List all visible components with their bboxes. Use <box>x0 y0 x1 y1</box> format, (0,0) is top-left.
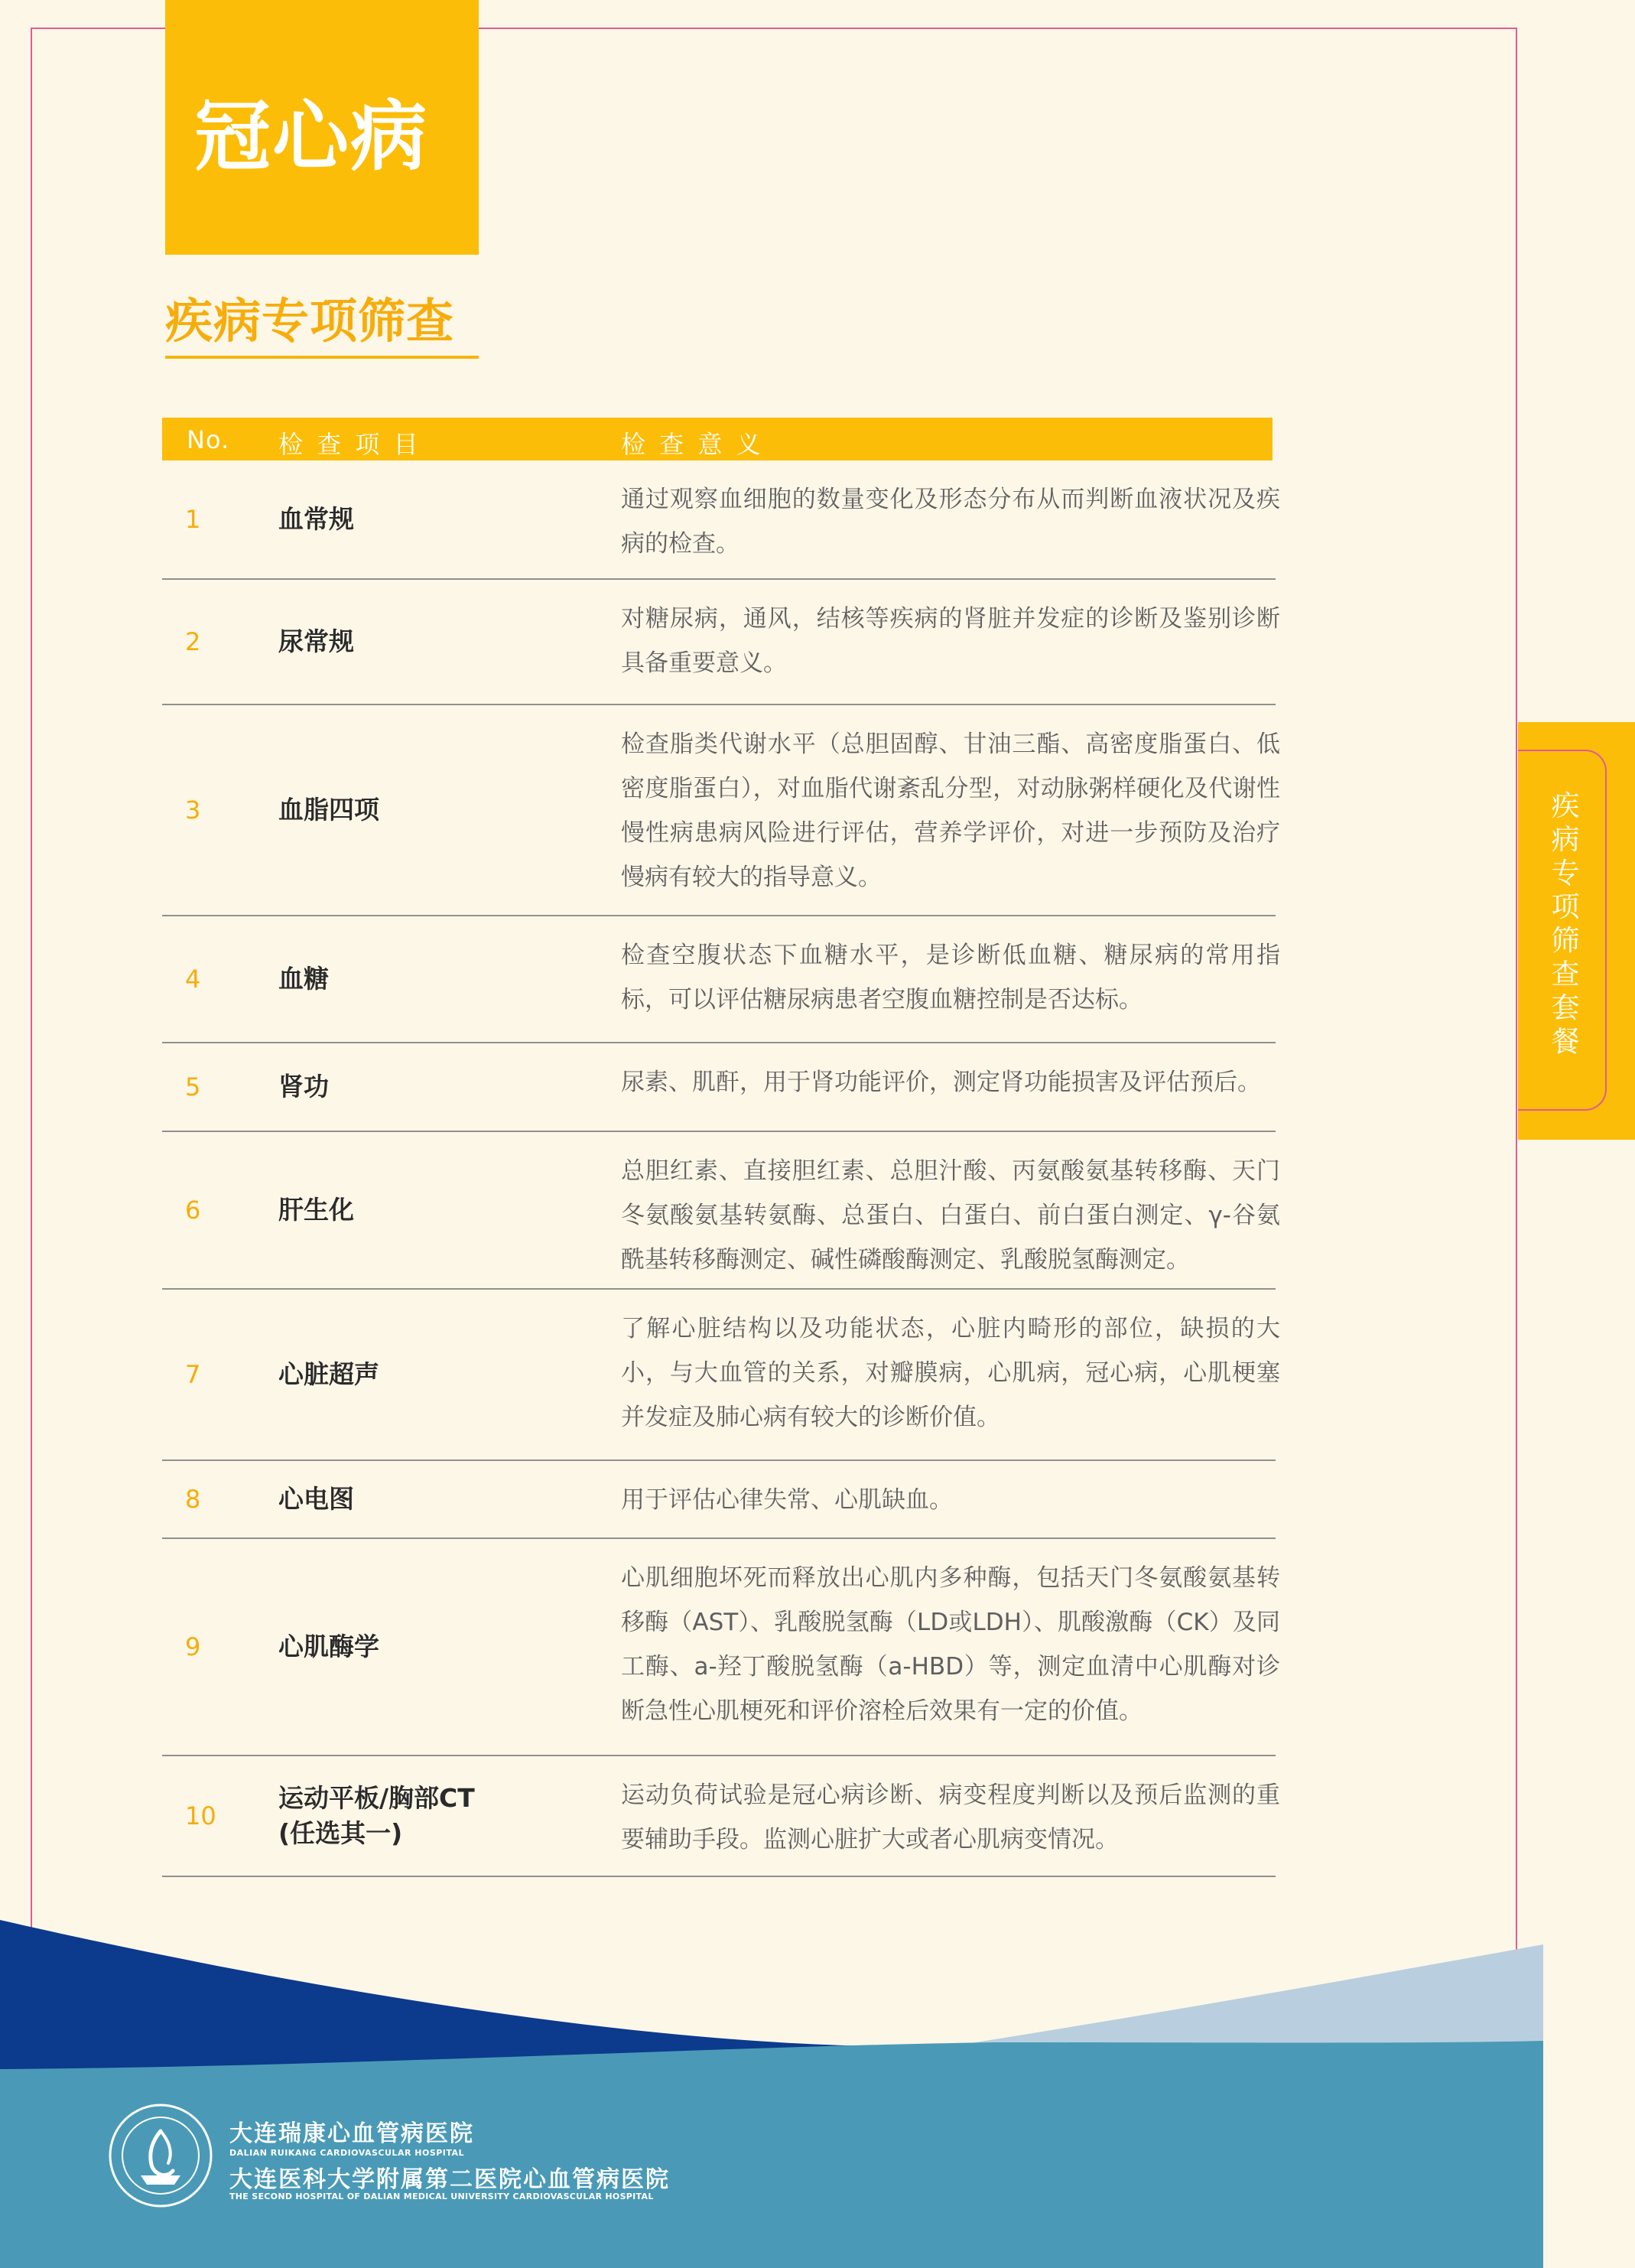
page-title: 冠心病 <box>194 92 428 181</box>
row-number: 4 <box>185 965 201 994</box>
table-row <box>162 1461 1276 1539</box>
header-item: 检 查 项 目 <box>278 430 421 459</box>
subtitle-underline <box>165 356 479 359</box>
table-row <box>162 1043 1276 1132</box>
table-row <box>162 460 1280 580</box>
table-row <box>162 1756 1280 1877</box>
hospital-name-en-2: THE SECOND HOSPITAL OF DALIAN MEDICAL UNIVERSITY CARDIOVASCULAR HOSPITAL <box>229 2192 654 2201</box>
row-item: 心肌酶学 <box>278 1632 379 1661</box>
row-item: 运动平板/胸部CT (任选其一) <box>278 1783 475 1848</box>
row-item: 心电图 <box>278 1484 354 1514</box>
row-meaning: 总胆红素、直接胆红素、总胆汁酸、丙氨酸氨基转移酶、天门冬氨酸氨基转氨酶、总蛋白、白蛋白、前白蛋白测定、γ-谷氨酰基转移酶测定、碱性磷酸酶测定、乳酸脱氢酶测定。 <box>621 1157 1280 1274</box>
hospital-name-cn-2: 大连医科大学附属第二医院心血管病医院 <box>229 2166 670 2193</box>
row-item: 血脂四项 <box>278 795 379 825</box>
header-no: No. <box>187 425 230 454</box>
row-meaning: 心肌细胞坏死而释放出心肌内多种酶，包括天门冬氨酸氨基转移酶（AST）、乳酸脱氢酶（LD或LDH）、肌酸激酶（CK）及同工酶、a-羟丁酸脱氢酶（a-HBD）等，测定血清中心肌酶对诊断急性心肌梗死和评价溶栓后效果有一定的价值。 <box>621 1564 1280 1725</box>
table-row <box>162 916 1280 1043</box>
row-meaning: 运动负荷试验是冠心病诊断、病变程度判断以及预后监测的重要辅助手段。监测心脏扩大或者心肌病变情况。 <box>621 1782 1280 1853</box>
row-meaning: 了解心脏结构以及功能状态，心脏内畸形的部位，缺损的大小，与大血管的关系，对瓣膜病，心肌病，冠心病，心肌梗塞并发症及肺心病有较大的诊断价值。 <box>621 1315 1280 1431</box>
row-meaning: 检查脂类代谢水平（总胆固醇、甘油三酯、高密度脂蛋白、低密度脂蛋白），对血脂代谢紊乱分型，对动脉粥样硬化及代谢性慢性病患病风险进行评估，营养学评价，对进一步预防及治疗慢病有较大的指导意义。 <box>621 731 1280 891</box>
row-number: 3 <box>185 796 201 825</box>
table-row <box>162 1290 1280 1461</box>
title-block <box>165 0 479 255</box>
header-meaning: 检 查 意 义 <box>621 430 764 459</box>
row-meaning: 用于评估心律失常、心肌缺血。 <box>621 1486 953 1514</box>
row-item: 血常规 <box>278 504 354 534</box>
row-item: 心脏超声 <box>278 1359 379 1389</box>
hospital-name-en-1: DALIAN RUIKANG CARDIOVASCULAR HOSPITAL <box>229 2148 465 2158</box>
table-row <box>162 1132 1280 1290</box>
table-row <box>162 580 1280 705</box>
row-meaning: 检查空腹状态下血糖水平，是诊断低血糖、糖尿病的常用指标，可以评估糖尿病患者空腹血糖控制是否达标。 <box>621 942 1280 1014</box>
row-number: 5 <box>185 1072 201 1101</box>
row-item: 肝生化 <box>278 1195 354 1225</box>
side-tab-label: 疾病专项筛查套餐 <box>1551 789 1580 1058</box>
row-number: 6 <box>185 1196 201 1225</box>
table-row <box>162 705 1280 916</box>
table-header <box>162 418 1273 460</box>
hospital-logo-icon <box>107 2102 214 2209</box>
row-number: 9 <box>185 1632 201 1661</box>
section-subtitle: 疾病专项筛查 <box>165 293 455 349</box>
footer-waves <box>0 1905 1635 2268</box>
row-number: 10 <box>185 1801 216 1830</box>
hospital-name-cn-1: 大连瑞康心血管病医院 <box>229 2120 474 2147</box>
row-meaning: 通过观察血细胞的数量变化及形态分布从而判断血液状况及疾病的检查。 <box>621 486 1280 558</box>
row-number: 8 <box>185 1485 201 1514</box>
row-number: 2 <box>185 627 201 656</box>
row-meaning: 对糖尿病，通风，结核等疾病的肾脏并发症的诊断及鉴别诊断具备重要意义。 <box>621 605 1280 677</box>
row-number: 7 <box>185 1360 201 1389</box>
row-meaning: 尿素、肌酐，用于肾功能评价，测定肾功能损害及评估预后。 <box>621 1069 1261 1096</box>
row-item: 尿常规 <box>278 626 354 656</box>
row-number: 1 <box>185 505 201 534</box>
table-row <box>162 1539 1280 1756</box>
row-item: 血糖 <box>278 964 329 994</box>
row-item: 肾功 <box>278 1072 329 1101</box>
